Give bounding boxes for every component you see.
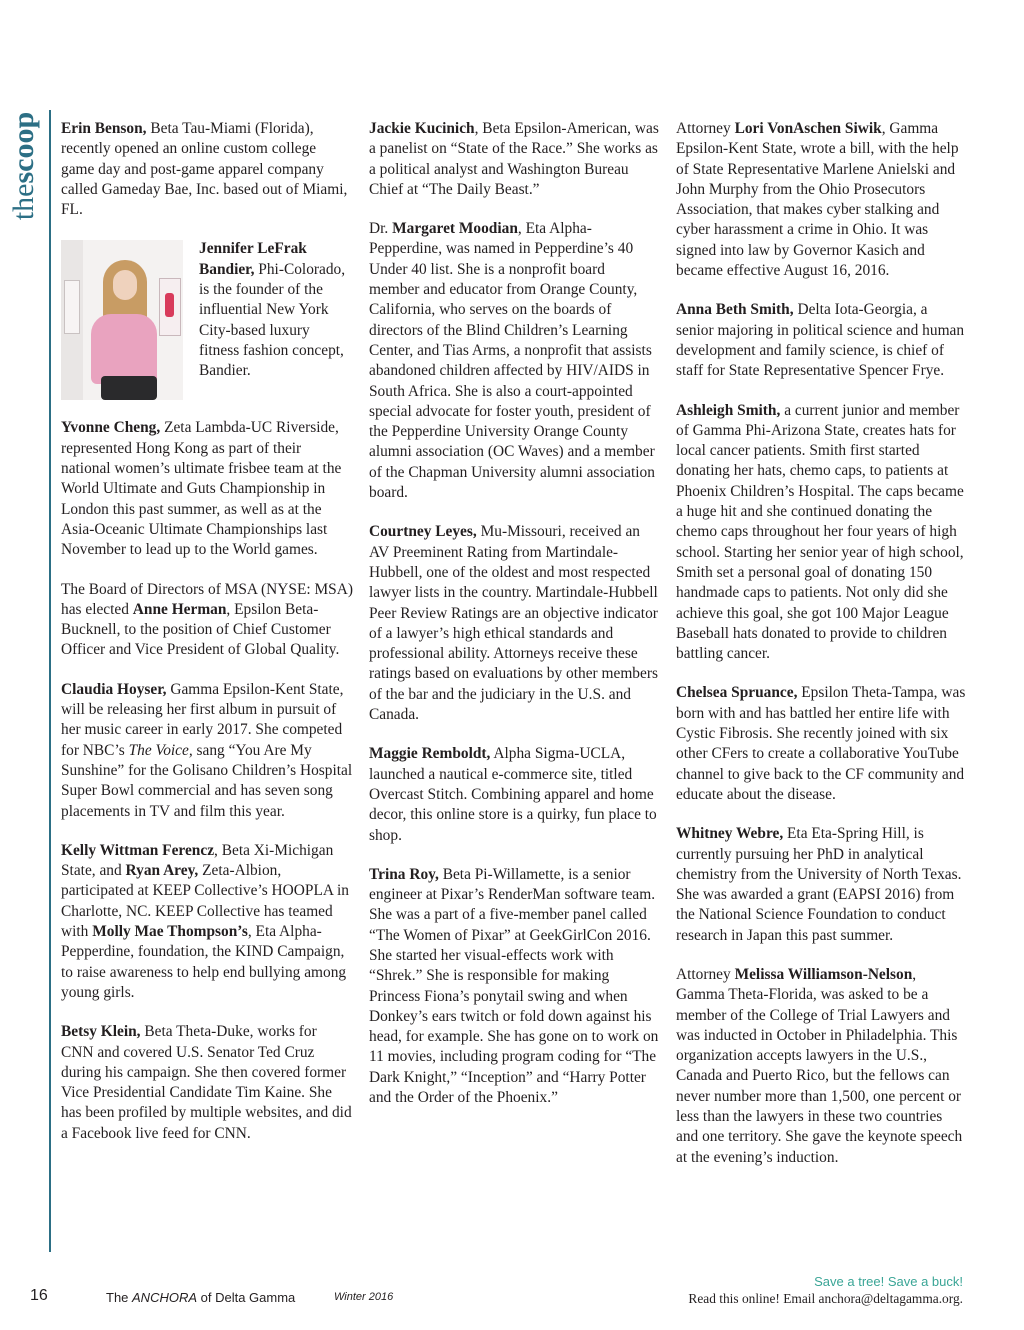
item-text: Zeta Lambda-UC Riverside, represented Hong Kong as part of their national women’s ultimate frisbee team at the World Ultimate and Guts Championship in London this past summer, as well as at the Asia-Oceanic Ultimate Championships last November to lead up to the World games. (61, 419, 342, 559)
page-footer (0, 1276, 1024, 1316)
item-text: , Beta Epsilon-American, was a panelist on “State of the Race.” She works as a political analyst and Washington Bureau Chief at “The Daily Beast.” (369, 120, 659, 198)
member-name: Margaret Moodian (392, 220, 518, 238)
news-item (369, 522, 659, 725)
save-tree-note: Save a tree! Save a buck! (814, 1274, 963, 1289)
item-text: sang “You Are My Sunshine” for the Golisano Children’s Hospital Super Bowl commercial and has seven song placements in TV and film this year. (61, 741, 353, 820)
item-text: , Epsilon Beta-Bucknell, to the position of Chief Customer Officer and Vice President of Global Quality. (61, 600, 340, 659)
column-3 (676, 119, 968, 1187)
item-text: Beta Theta-Duke, works for CNN and covered U.S. Senator Ted Cruz during his campaign. She then covered former Vice Presidential Candidate Tim Kaine. She has been profiled by multiple websites, and did a Facebook live feed for CNN. (61, 1023, 352, 1142)
item-text: Mu-Missouri, received an AV Preeminent Rating from Martindale-Hubbell, one of the oldest and most respected lawyer lists in the country. Martindale-Hubbell Peer Review Ratings are an objective indicator of a lawyer’s high ethical standards and professional ability. Attorneys receive these ratings based on evaluations by other members of the bar and the judiciary in the U.S. and Canada. (369, 523, 658, 724)
feature-item (61, 239, 353, 400)
issue-season: Winter 2016 (334, 1291, 394, 1303)
item-text: Beta Pi-Willamette, is a senior engineer at Pixar’s RenderMan software team. She was a part of a five-member panel called “The Women of Pixar” at GeekGirlCon 2016. She started her visual-effects work with “Shrek.” She is responsible for making Princess Fiona’s ponytail swing and when Donkey’s ears twitch or fold down against his head, for example. She has gone on to work on 11 movies, including program coding for “The Dark Knight,” “Inception” and “Harry Potter and the Order of the Phoenix.” (369, 865, 659, 1107)
member-name: Ryan Arey, (125, 862, 199, 880)
item-text: Dr. (369, 220, 393, 238)
portrait-photo (61, 240, 183, 400)
item-text: Gamma Epsilon-Kent State, will be releasing her first album in pursuit of her music career in early 2017. She competed for NBC’s (61, 680, 344, 759)
section-title-name: scoop (7, 111, 40, 184)
pub-prefix: The (106, 1290, 133, 1305)
member-name: Jennifer LeFrak Bandier, (199, 240, 307, 278)
item-text: , Gamma Epsilon-Kent State, wrote a bill, with the help of State Representative Marlene Anielski and John Murphy from the Ohio Prosecutors Association, that makes cyber stalking and cyber harassment a crime in Ohio. It was signed into law by Governor Kasich and became effective August 16, 2016. (676, 120, 959, 280)
item-text: Delta Iota-Georgia, a senior majoring in political science and human development and family science, is chief of staff for State Representative Spencer Frye. (676, 301, 965, 380)
member-name: Ashleigh Smith, (676, 401, 781, 419)
item-text: Beta Tau-Miami (Florida), recently opened an online custom college game day and post-game apparel company called Gameday Bae, Inc. based out of Miami, FL. (61, 120, 348, 219)
member-name: Courtney Leyes, (369, 523, 477, 541)
item-text: a current junior and member of Gamma Phi-Arizona State, creates hats for local cancer patients. Smith first started donating her hats, chemo caps, to patients at Phoenix Children’s Hospital. The caps became a huge hit and she continued donating the chemo caps throughout her four years of high school. Starting her senior year of high school, Smith set a personal goal of donating 150 handmade caps to patients. Not only did she achieve this goal, she got 100 Major League Baseball hats donated to provide to children battling cancer. (676, 401, 964, 663)
member-name: Anne Herman (132, 600, 227, 618)
item-text: , Eta Alpha-Pepperdine, foundation, the KIND Campaign, to raise awareness to help end bullying among young girls. (61, 923, 347, 1001)
member-name: Erin Benson, (61, 120, 147, 137)
member-name: Lori VonAschen Siwik (734, 120, 882, 137)
news-item (369, 744, 659, 845)
member-name: Melissa Williamson-Nelson (734, 965, 913, 983)
column-1 (61, 119, 353, 1163)
member-name: Claudia Hoyser, (61, 680, 167, 698)
news-item (61, 680, 353, 822)
item-text: , Eta Alpha-Pepperdine, was named in Pepperdine’s 40 Under 40 list. She is a nonprofit board member and educator from Orange County, California, who serves on the boards of directors of the Blind Children’s Learning Center, and Tias Arms, a nonprofit that assists abandoned children affected by HIV/AIDS in South Africa. She is also a court-appointed special advocate for foster youth, president of the Pepperdine University Orange County alumni association (OC Waves) and a member of the Chapman University alumni association board. (369, 220, 655, 502)
news-item (676, 683, 968, 805)
member-name: Anna Beth Smith, (676, 301, 794, 319)
news-item (676, 119, 968, 281)
item-text: Phi-Colorado, is the founder of the influential New York City-based luxury fitness fashion concept, Bandier. (199, 260, 346, 380)
member-name: Trina Roy, (369, 865, 439, 883)
news-item (676, 300, 968, 381)
item-text: Epsilon Theta-Tampa, was born with and has battled her entire life with Cystic Fibrosis. She recently joined with six other CFers to create a collaborative YouTube channel to give back to the CF community and educate about the disease. (676, 684, 966, 803)
member-name: Whitney Webre, (676, 825, 784, 843)
news-item (61, 580, 353, 661)
news-item (61, 841, 353, 1003)
publication-name (106, 1290, 295, 1305)
read-online-note: Read this online! Email anchora@deltagamma.org. (688, 1291, 963, 1306)
member-name: Jackie Kucinich (369, 120, 475, 137)
news-item (61, 418, 353, 560)
show-title: The Voice, (128, 741, 193, 759)
item-text: , Gamma Theta-Florida, was asked to be a member of the College of Trial Lawyers and was inducted in October in Philadelphia. This organization accepts lawyers in the U.S., Canada and Puerto Rico, but the fellows can never number more than 1,500, one percent or less than the lawyers in these two countries and one territory. She gave the keynote speech at the evening’s induction. (676, 965, 963, 1166)
member-name: Yvonne Cheng, (61, 419, 161, 437)
pub-title: ANCHORA (132, 1290, 198, 1305)
news-item (61, 119, 353, 220)
news-item (61, 1022, 353, 1144)
news-item (676, 965, 968, 1168)
news-item (369, 865, 659, 1109)
feature-text (199, 239, 353, 400)
item-text: Alpha Sigma-UCLA, launched a nautical e-commerce site, titled Overcast Stitch. Combining apparel and home decor, this online store is a quirky, fun place to shop. (369, 745, 657, 844)
member-name: Chelsea Spruance, (676, 684, 798, 702)
news-item (676, 824, 968, 946)
section-title-prefix: the (7, 183, 40, 221)
news-item (369, 119, 659, 200)
column-2 (369, 119, 659, 1127)
item-text: Zeta-Albion, participated at KEEP Collective’s HOOPLA in Charlotte, NC. KEEP Collective has teamed with (61, 862, 349, 941)
item-text: The Board of Directors of MSA (NYSE: MSA) has elected (61, 580, 353, 618)
member-name: Betsy Klein, (61, 1023, 141, 1041)
section-title (2, 100, 46, 232)
item-text: Eta Eta-Spring Hill, is currently pursuing her PhD in analytical chemistry from the University of North Texas. She was awarded a grant (EAPSI 2016) from the National Science Foundation to conduct research in Japan this past summer. (676, 825, 962, 944)
news-item (369, 219, 659, 503)
section-rule (49, 110, 51, 1252)
pub-suffix: of Delta Gamma (197, 1290, 296, 1305)
page-number: 16 (30, 1287, 48, 1304)
member-name: Maggie Remboldt, (369, 745, 491, 763)
member-name: Kelly Wittman Ferencz (61, 841, 215, 859)
news-item (676, 401, 968, 665)
item-text: , Beta Xi-Michigan State, and (61, 841, 334, 880)
item-text: Attorney (676, 120, 735, 137)
item-text: Attorney (676, 965, 735, 983)
member-name: Molly Mae Thompson’s (92, 923, 248, 941)
